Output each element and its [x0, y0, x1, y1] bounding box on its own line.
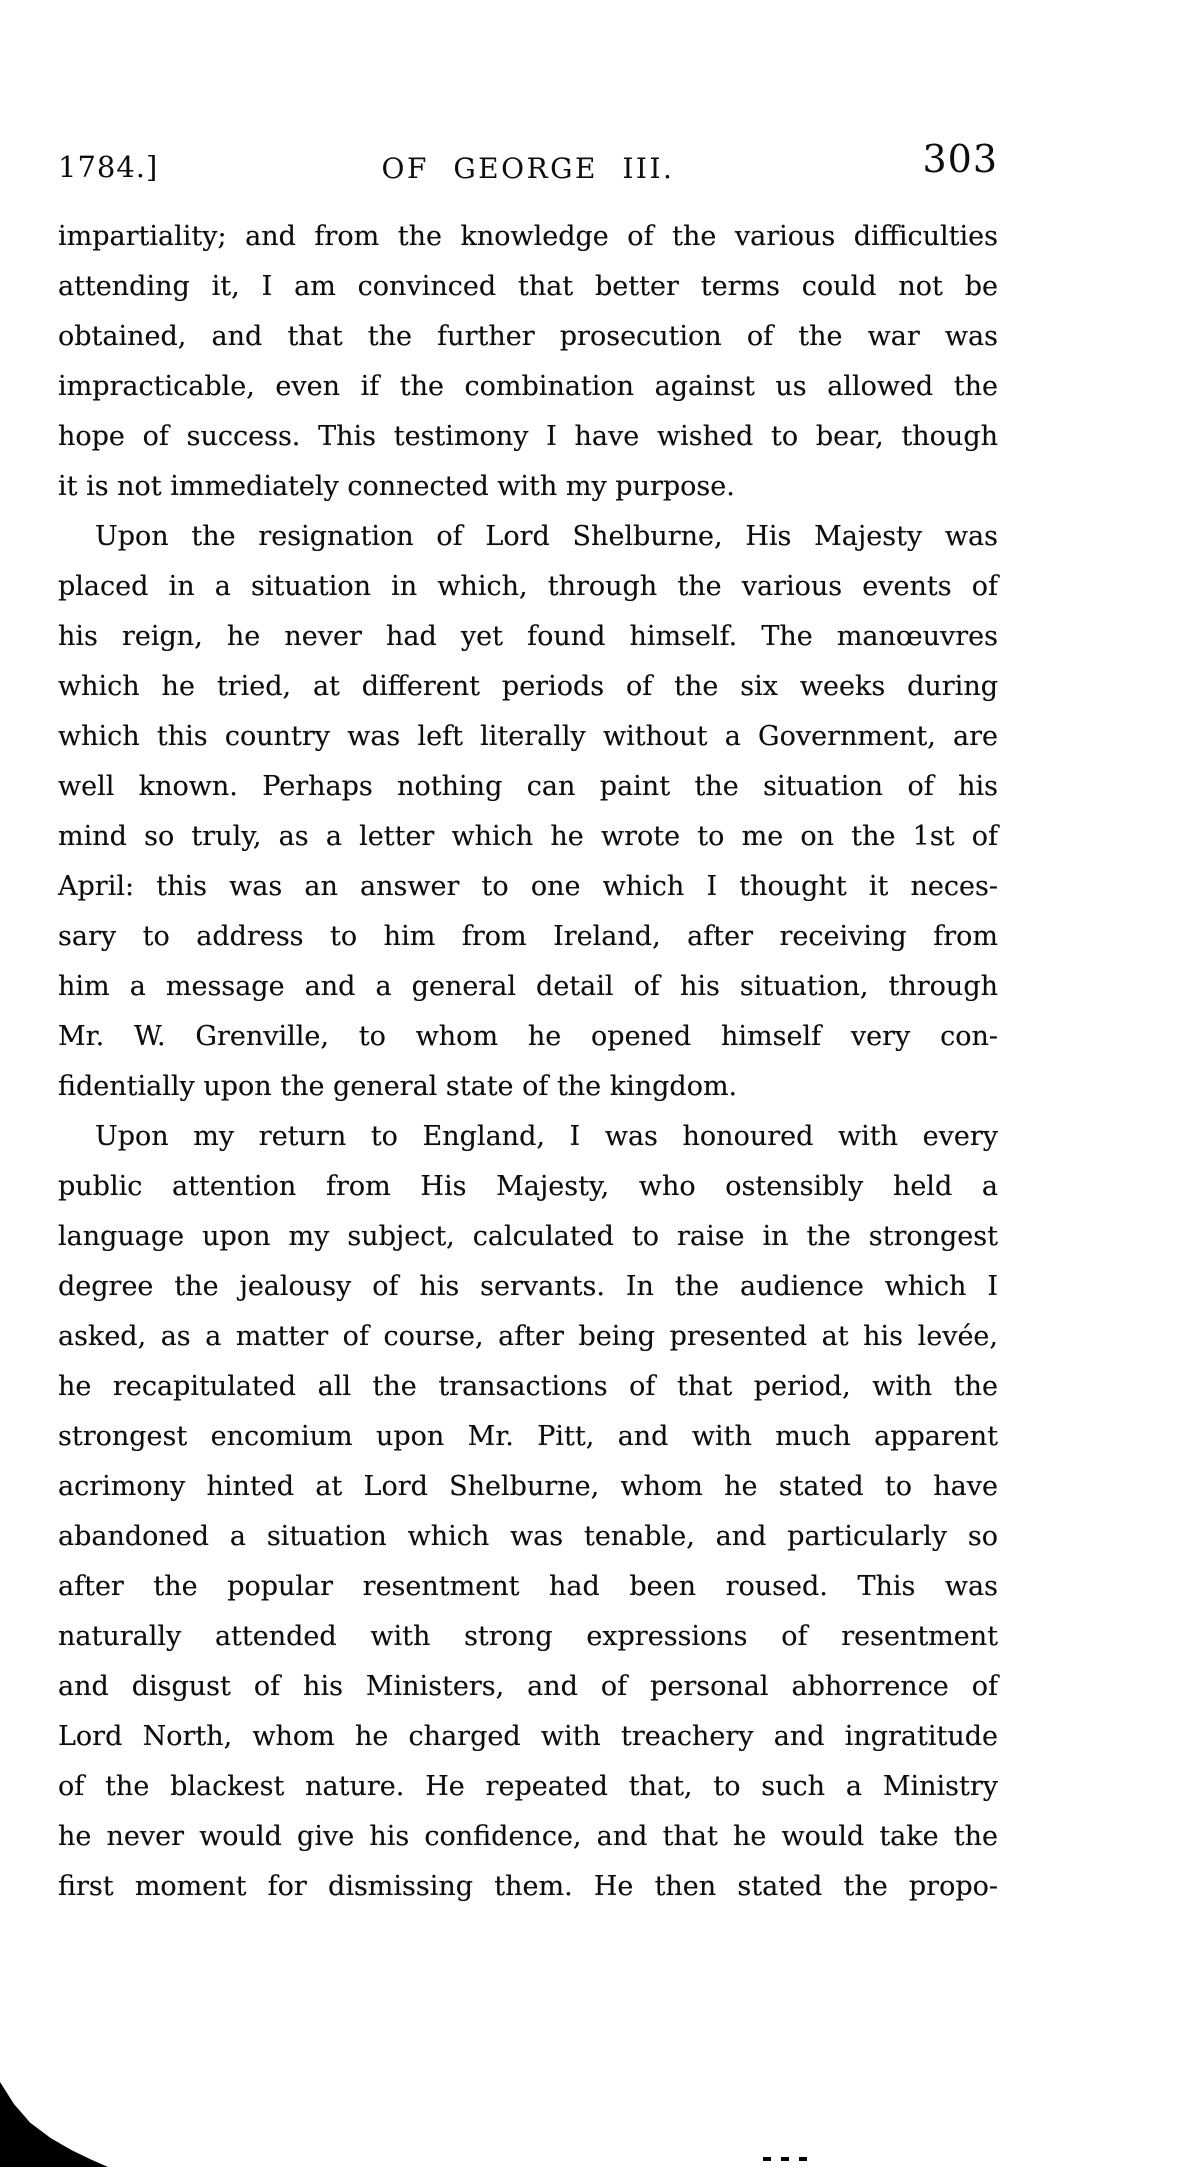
text-line: his reign, he never had yet found himself. The manœuvres [58, 621, 998, 652]
header-running-title: OF GEORGE III. [381, 152, 675, 185]
text-line: after the popular resentment had been roused. This was [58, 1571, 998, 1602]
header-page-number: 303 [922, 137, 998, 181]
text-line: him a message and a general detail of his situation, through [58, 971, 998, 1002]
text-line: impartiality; and from the knowledge of the various difficulties [58, 221, 998, 252]
text-line: Upon my return to England, I was honoured with every [95, 1121, 998, 1152]
text-line: well known. Perhaps nothing can paint the situation of his [58, 771, 998, 802]
text-line: which he tried, at different periods of the six weeks during [58, 671, 998, 702]
text-line: Upon the resignation of Lord Shelburne, His Majesty was [95, 521, 998, 552]
text-line: obtained, and that the further prosecution of the war was [58, 321, 998, 352]
scan-dash-marks-artifact [763, 2157, 807, 2161]
text-line: mind so truly, as a letter which he wrote to me on the 1st of [58, 821, 998, 852]
text-line: fidentially upon the general state of the kingdom. [58, 1071, 738, 1102]
text-line: sary to address to him from Ireland, after receiving from [58, 921, 998, 952]
text-line: April: this was an answer to one which I thought it neces- [58, 871, 998, 902]
text-line: hope of success. This testimony I have wished to bear, though [58, 421, 998, 452]
text-line: naturally attended with strong expressions of resentment [58, 1621, 998, 1652]
text-line: asked, as a matter of course, after being presented at his levée, [58, 1321, 998, 1352]
body-text-block [58, 212, 998, 1912]
text-line: degree the jealousy of his servants. In the audience which I [58, 1271, 998, 1302]
scan-dash [799, 2157, 807, 2161]
header-year-marker: 1784.] [58, 150, 159, 184]
text-line: abandoned a situation which was tenable, and particularly so [58, 1521, 998, 1552]
text-line: placed in a situation in which, through the various events of [58, 571, 998, 602]
text-line: acrimony hinted at Lord Shelburne, whom he stated to have [58, 1471, 998, 1502]
text-line: impracticable, even if the combination against us allowed the [58, 371, 998, 402]
text-line: it is not immediately connected with my purpose. [58, 471, 735, 502]
text-line: and disgust of his Ministers, and of personal abhorrence of [58, 1671, 998, 1702]
text-line: Lord North, whom he charged with treachery and ingratitude [58, 1721, 998, 1752]
scan-corner-blot-artifact [0, 2082, 108, 2167]
text-line: first moment for dismissing them. He then stated the propo- [58, 1871, 998, 1902]
text-line: language upon my subject, calculated to raise in the strongest [58, 1221, 998, 1252]
text-line: of the blackest nature. He repeated that, to such a Ministry [58, 1771, 998, 1802]
text-line: attending it, I am convinced that better terms could not be [58, 271, 998, 302]
text-line: public attention from His Majesty, who ostensibly held a [58, 1171, 998, 1202]
text-line: Mr. W. Grenville, to whom he opened himself very con- [58, 1021, 998, 1052]
paragraph [58, 512, 998, 1112]
text-line: strongest encomium upon Mr. Pitt, and with much apparent [58, 1421, 998, 1452]
text-line: which this country was left literally without a Government, are [58, 721, 998, 752]
paragraph [58, 212, 998, 512]
scan-dash [763, 2157, 771, 2161]
text-line: he never would give his confidence, and that he would take the [58, 1821, 998, 1852]
text-line: he recapitulated all the transactions of that period, with the [58, 1371, 998, 1402]
paragraph [58, 1112, 998, 1912]
scan-dash [781, 2157, 789, 2161]
